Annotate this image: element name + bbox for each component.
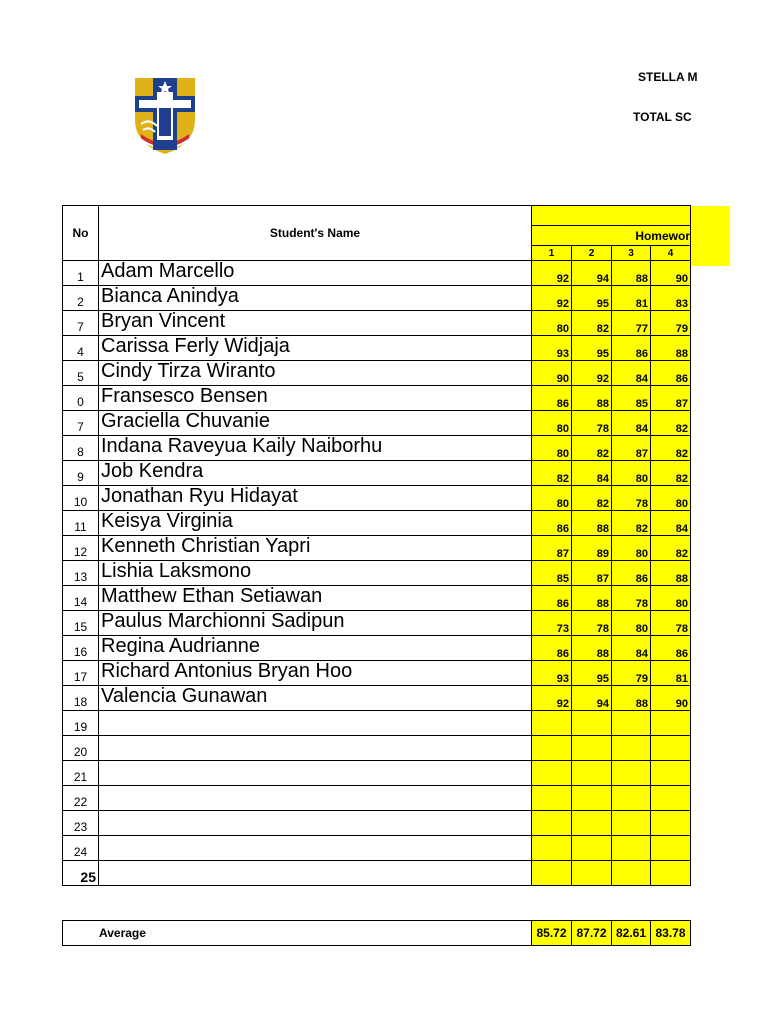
- homework-score: 82: [612, 511, 651, 536]
- average-table: [62, 920, 691, 946]
- homework-score: 82: [532, 461, 572, 486]
- homework-score: 83: [651, 286, 691, 311]
- homework-score: 81: [651, 661, 691, 686]
- student-row: [63, 486, 691, 511]
- homework-score: 94: [572, 261, 612, 286]
- row-number: 11: [63, 511, 99, 536]
- homework-score: 88: [612, 261, 651, 286]
- homework-score: [612, 786, 651, 811]
- homework-score: 88: [572, 586, 612, 611]
- student-row: [63, 336, 691, 361]
- homework-score: 80: [612, 536, 651, 561]
- row-number: 16: [63, 636, 99, 661]
- homework-score: [612, 761, 651, 786]
- empty-row: [63, 761, 691, 786]
- homework-score: 93: [532, 661, 572, 686]
- homework-score: 92: [532, 686, 572, 711]
- homework-score: 82: [572, 486, 612, 511]
- homework-score: 84: [572, 461, 612, 486]
- student-name: Bryan Vincent: [99, 311, 532, 336]
- hw-number: 1: [532, 246, 572, 261]
- homework-score: [572, 786, 612, 811]
- homework-score: [572, 711, 612, 736]
- homework-score: 90: [651, 686, 691, 711]
- homework-score: 78: [612, 586, 651, 611]
- student-name: Valencia Gunawan: [99, 686, 532, 711]
- row-number: 18: [63, 686, 99, 711]
- row-number: 4: [63, 336, 99, 361]
- average-value: 85.72: [532, 921, 572, 946]
- homework-score: [572, 861, 612, 886]
- student-name: Richard Antonius Bryan Hoo: [99, 661, 532, 686]
- row-number: 2: [63, 286, 99, 311]
- student-name: Regina Audrianne: [99, 636, 532, 661]
- student-name: Paulus Marchionni Sadipun: [99, 611, 532, 636]
- homework-score: 78: [651, 611, 691, 636]
- student-row: [63, 586, 691, 611]
- student-row: [63, 686, 691, 711]
- student-row: [63, 561, 691, 586]
- header-highlight-band: [690, 206, 730, 266]
- homework-score: 86: [612, 561, 651, 586]
- hw-number: 3: [612, 246, 651, 261]
- homework-score: 88: [651, 336, 691, 361]
- homework-score: [532, 861, 572, 886]
- student-name: Jonathan Ryu Hidayat: [99, 486, 532, 511]
- student-name: [99, 761, 532, 786]
- student-name: [99, 736, 532, 761]
- homework-score: 89: [572, 536, 612, 561]
- row-number: 23: [63, 811, 99, 836]
- row-number: 7: [63, 311, 99, 336]
- homework-score: 78: [572, 411, 612, 436]
- row-number: 25: [63, 861, 99, 886]
- student-name: Fransesco Bensen: [99, 386, 532, 411]
- student-name: Cindy Tirza Wiranto: [99, 361, 532, 386]
- hw-number: 2: [572, 246, 612, 261]
- homework-score: 87: [572, 561, 612, 586]
- sheet-title: TOTAL SC: [633, 110, 692, 124]
- homework-score: [572, 761, 612, 786]
- homework-score: 88: [572, 511, 612, 536]
- average-label: Average: [63, 921, 532, 946]
- homework-score: 85: [532, 561, 572, 586]
- homework-score: [532, 836, 572, 861]
- student-name: Carissa Ferly Widjaja: [99, 336, 532, 361]
- header-student-name: Student's Name: [99, 206, 532, 261]
- row-number: 15: [63, 611, 99, 636]
- student-name: [99, 811, 532, 836]
- homework-score: [532, 711, 572, 736]
- homework-score: [651, 861, 691, 886]
- homework-score: 90: [651, 261, 691, 286]
- homework-score: 95: [572, 661, 612, 686]
- homework-score: [532, 761, 572, 786]
- empty-row: [63, 736, 691, 761]
- homework-score: 86: [532, 511, 572, 536]
- homework-score: 84: [651, 511, 691, 536]
- homework-score: 82: [572, 311, 612, 336]
- homework-score: [612, 811, 651, 836]
- homework-score: 81: [612, 286, 651, 311]
- empty-row: [63, 711, 691, 736]
- student-name: Bianca Anindya: [99, 286, 532, 311]
- student-name: Lishia Laksmono: [99, 561, 532, 586]
- row-number: 8: [63, 436, 99, 461]
- row-number: 10: [63, 486, 99, 511]
- row-number: 12: [63, 536, 99, 561]
- homework-score: 82: [651, 436, 691, 461]
- average-value: 87.72: [572, 921, 612, 946]
- average-value: 83.78: [651, 921, 691, 946]
- average-value: 82.61: [612, 921, 651, 946]
- student-row: [63, 511, 691, 536]
- homework-score: 86: [532, 386, 572, 411]
- homework-score: 84: [612, 636, 651, 661]
- homework-score: [651, 711, 691, 736]
- header-spacer: [532, 206, 691, 226]
- hw-number: 4: [651, 246, 691, 261]
- student-name: Matthew Ethan Setiawan: [99, 586, 532, 611]
- homework-score: 93: [532, 336, 572, 361]
- empty-row: [63, 811, 691, 836]
- homework-score: 82: [651, 411, 691, 436]
- homework-score: 80: [532, 411, 572, 436]
- student-name: [99, 836, 532, 861]
- student-name: [99, 711, 532, 736]
- row-number: 17: [63, 661, 99, 686]
- homework-score: [651, 836, 691, 861]
- homework-score: 86: [532, 636, 572, 661]
- homework-score: [612, 711, 651, 736]
- homework-score: 82: [572, 436, 612, 461]
- student-name: Job Kendra: [99, 461, 532, 486]
- student-row: [63, 461, 691, 486]
- homework-score: 80: [651, 486, 691, 511]
- homework-score: 87: [612, 436, 651, 461]
- student-row: [63, 361, 691, 386]
- row-number: 0: [63, 386, 99, 411]
- row-number: 5: [63, 361, 99, 386]
- homework-score: [651, 811, 691, 836]
- homework-score: 88: [572, 636, 612, 661]
- student-name: Adam Marcello: [99, 261, 532, 286]
- student-row: [63, 411, 691, 436]
- homework-score: [612, 861, 651, 886]
- homework-score: 79: [651, 311, 691, 336]
- homework-score: 79: [612, 661, 651, 686]
- homework-score: [532, 786, 572, 811]
- homework-score: 86: [612, 336, 651, 361]
- row-number: 22: [63, 786, 99, 811]
- row-number: 13: [63, 561, 99, 586]
- homework-score: [532, 811, 572, 836]
- homework-score: [612, 836, 651, 861]
- homework-score: 84: [612, 411, 651, 436]
- student-row: [63, 386, 691, 411]
- homework-score: 87: [532, 536, 572, 561]
- homework-score: [651, 761, 691, 786]
- homework-score: [572, 836, 612, 861]
- homework-score: [651, 786, 691, 811]
- homework-score: 82: [651, 536, 691, 561]
- empty-row: [63, 836, 691, 861]
- row-number: 14: [63, 586, 99, 611]
- homework-score: 87: [651, 386, 691, 411]
- row-number: 24: [63, 836, 99, 861]
- student-name: Indana Raveyua Kaily Naiborhu: [99, 436, 532, 461]
- homework-score: 92: [532, 261, 572, 286]
- homework-score: 95: [572, 286, 612, 311]
- row-number: 20: [63, 736, 99, 761]
- homework-score: 88: [572, 386, 612, 411]
- student-row: [63, 661, 691, 686]
- student-name: [99, 861, 532, 886]
- student-row: [63, 636, 691, 661]
- homework-score: 86: [651, 636, 691, 661]
- school-crest-logo: [131, 74, 199, 156]
- student-name: [99, 786, 532, 811]
- row-number: 21: [63, 761, 99, 786]
- student-row: [63, 436, 691, 461]
- student-row: [63, 536, 691, 561]
- homework-score: [612, 736, 651, 761]
- homework-score: 77: [612, 311, 651, 336]
- homework-score: 78: [572, 611, 612, 636]
- homework-score: 92: [532, 286, 572, 311]
- homework-score: 86: [651, 361, 691, 386]
- student-row: [63, 261, 691, 286]
- student-name: Keisya Virginia: [99, 511, 532, 536]
- school-title: STELLA M: [638, 70, 698, 84]
- homework-score: 80: [612, 611, 651, 636]
- student-name: Graciella Chuvanie: [99, 411, 532, 436]
- empty-row: [63, 786, 691, 811]
- homework-score: [532, 736, 572, 761]
- homework-score: [651, 736, 691, 761]
- homework-score: 88: [612, 686, 651, 711]
- homework-score: 80: [532, 436, 572, 461]
- header-homework: Homewor: [532, 226, 691, 246]
- row-number: 1: [63, 261, 99, 286]
- homework-score: 80: [532, 486, 572, 511]
- header-no: No: [63, 206, 99, 261]
- empty-row: [63, 861, 691, 886]
- homework-score: 78: [612, 486, 651, 511]
- homework-score: 88: [651, 561, 691, 586]
- homework-score: 80: [612, 461, 651, 486]
- homework-score: 84: [612, 361, 651, 386]
- homework-score: 90: [532, 361, 572, 386]
- homework-score: 73: [532, 611, 572, 636]
- homework-score: 86: [532, 586, 572, 611]
- student-row: [63, 286, 691, 311]
- homework-score: [572, 811, 612, 836]
- homework-score: 92: [572, 361, 612, 386]
- homework-score: 85: [612, 386, 651, 411]
- homework-score: 94: [572, 686, 612, 711]
- row-number: 19: [63, 711, 99, 736]
- homework-score: [572, 736, 612, 761]
- student-row: [63, 611, 691, 636]
- row-number: 7: [63, 411, 99, 436]
- homework-score: 95: [572, 336, 612, 361]
- row-number: 9: [63, 461, 99, 486]
- homework-score: 82: [651, 461, 691, 486]
- homework-score: 80: [532, 311, 572, 336]
- homework-score: 80: [651, 586, 691, 611]
- scores-table: [62, 205, 691, 886]
- student-name: Kenneth Christian Yapri: [99, 536, 532, 561]
- student-row: [63, 311, 691, 336]
